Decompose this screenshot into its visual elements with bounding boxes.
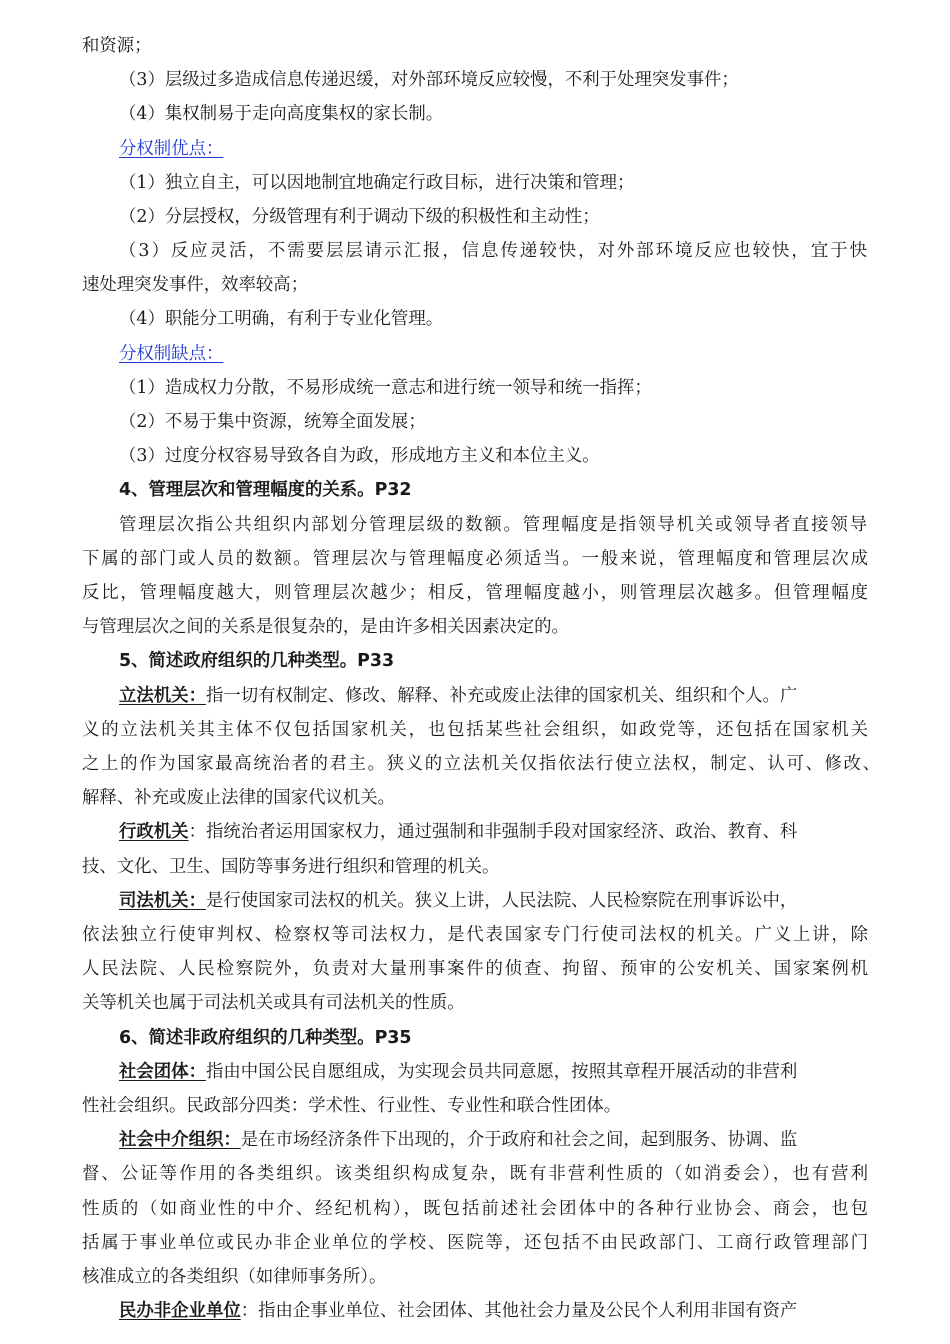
subheading-decentralization-advantages[interactable]: 分权制优点： xyxy=(119,139,224,159)
subheading-decentralization-disadvantages[interactable]: 分权制缺点： xyxy=(119,344,224,364)
text-line: 立法机关：指一切有权制定、修改、解释、补充或废止法律的国家机关、组织和个人。广 xyxy=(119,686,798,706)
text-line: （3）过度分权容易导致各自为政，形成地方主义和本位主义。 xyxy=(119,446,600,466)
text-line: 解释、补充或废止法律的国家代议机关。 xyxy=(82,788,396,808)
section-heading-6: 6、简述非政府组织的几种类型。P35 xyxy=(119,1028,412,1048)
text-line: （1）造成权力分散，不易形成统一意志和进行统一领导和统一指挥； xyxy=(119,378,652,398)
section-heading-5: 5、简述政府组织的几种类型。P33 xyxy=(119,651,395,671)
text-line: 与管理层次之间的关系是很复杂的，是由许多相关因素决定的。 xyxy=(82,617,569,637)
term-intermediary: 社会中介组织： xyxy=(119,1130,241,1150)
text-line: 依法独立行使审判权、检察权等司法权力，是代表国家专门行使司法权的机关。广义上讲，除 xyxy=(82,925,868,945)
text-line: 督、公证等作用的各类组织。该类组织构成复杂，既有非营利性质的（如消委会），也有营利 xyxy=(82,1164,868,1184)
section-heading-4: 4、管理层次和管理幅度的关系。P32 xyxy=(119,480,412,500)
text-line: （3）反应灵活，不需要层层请示汇报，信息传递较快，对外部环境反应也较快，宜于快 xyxy=(119,241,867,261)
text-line: 和资源； xyxy=(82,36,152,56)
term-administrative: 行政机关 xyxy=(119,822,189,842)
term-legislative: 立法机关： xyxy=(119,686,206,706)
text-line: 民办非企业单位：指由企事业单位、社会团体、其他社会力量及公民个人利用非国有资产 xyxy=(119,1301,798,1321)
text-line: （3）层级过多造成信息传递迟缓，对外部环境反应较慢，不利于处理突发事件； xyxy=(119,70,739,90)
text-line: （4）集权制易于走向高度集权的家长制。 xyxy=(119,104,444,124)
term-social-group: 社会团体： xyxy=(119,1062,206,1082)
text-line: （2）分层授权，分级管理有利于调动下级的积极性和主动性； xyxy=(119,207,600,227)
text-line: 关等机关也属于司法机关或具有司法机关的性质。 xyxy=(82,993,465,1013)
text-line: 核准成立的各类组织（如律师事务所）。 xyxy=(82,1267,387,1287)
text-line: 速处理突发事件，效率较高； xyxy=(82,275,309,295)
text-line: 人民法院、人民检察院外，负责对大量刑事案件的侦查、拘留、预审的公安机关、国家案例机 xyxy=(82,959,868,979)
text-line: 行政机关：指统治者运用国家权力，通过强制和非强制手段对国家经济、政治、教育、科 xyxy=(119,822,798,842)
term-judicial: 司法机关： xyxy=(119,891,206,911)
text-line: 义的立法机关其主体不仅包括国家机关，也包括某些社会组织，如政党等，还包括在国家机关 xyxy=(82,720,868,740)
term-private-nonenterprise: 民办非企业单位 xyxy=(119,1301,241,1321)
text-line: 技、文化、卫生、国防等事务进行组织和管理的机关。 xyxy=(82,857,500,877)
text-line: 括属于事业单位或民办非企业单位的学校、医院等，还包括不由民政部门、工商行政管理部门 xyxy=(82,1233,868,1253)
text-line: 管理层次指公共组织内部划分管理层级的数额。管理幅度是指领导机关或领导者直接领导 xyxy=(119,515,867,535)
text-line: 社会中介组织：是在市场经济条件下出现的，介于政府和社会之间，起到服务、协调、监 xyxy=(119,1130,798,1150)
text-line: 性社会组织。民政部分四类：学术性、行业性、专业性和联合性团体。 xyxy=(82,1096,622,1116)
text-line: 之上的作为国家最高统治者的君主。狭义的立法机关仅指依法行使立法权，制定、认可、修改、 xyxy=(82,754,880,774)
text-line: 性质的（如商业性的中介、经纪机构），既包括前述社会团体中的各种行业协会、商会，也包 xyxy=(82,1199,868,1219)
text-line: 反比，管理幅度越大，则管理层次越少；相反，管理幅度越小，则管理层次越多。但管理幅度 xyxy=(82,583,868,603)
text-line: 下属的部门或人员的数额。管理层次与管理幅度必须适当。一般来说，管理幅度和管理层次成 xyxy=(82,549,868,569)
text-line: （4）职能分工明确，有利于专业化管理。 xyxy=(119,309,444,329)
text-line: （2）不易于集中资源，统筹全面发展； xyxy=(119,412,426,432)
text-line: （1）独立自主，可以因地制宜地确定行政目标，进行决策和管理； xyxy=(119,173,635,193)
text-line: 司法机关：是行使国家司法权的机关。狭义上讲，人民法院、人民检察院在刑事诉讼中， xyxy=(119,891,798,911)
text-line: 社会团体：指由中国公民自愿组成，为实现会员共同意愿，按照其章程开展活动的非营利 xyxy=(119,1062,798,1082)
